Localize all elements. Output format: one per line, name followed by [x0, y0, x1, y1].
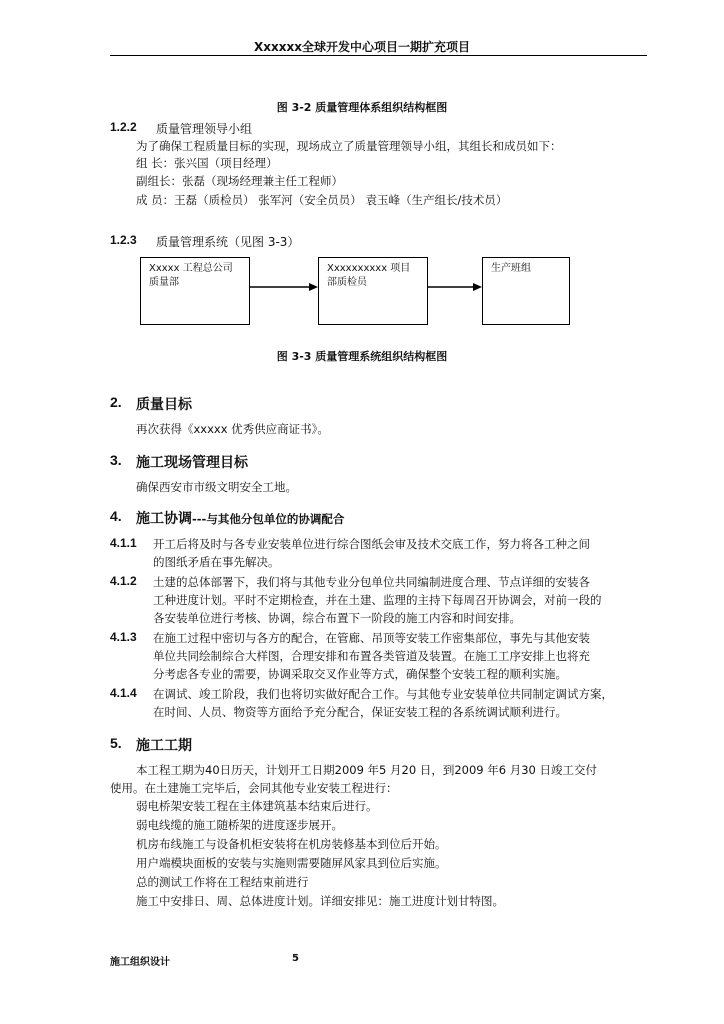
section-5-para-1: 本工程工期为40日历天，计划开工日期2009 年5 月20 日，到2009 年6 月30 日竣工交付: [136, 763, 597, 777]
section-2-text: 再次获得《xxxxx 优秀供应商证书》。: [136, 422, 329, 436]
footer-doc-title: 施工组织设计: [110, 957, 170, 968]
item-4-1-3-line-3: 分考虑各专业的需要，协调采取交叉作业等方式，确保整个安装工程的顺利实施。: [153, 667, 567, 681]
item-4-1-1-line-2: 的图纸矛盾在事先解决。: [153, 555, 280, 569]
section-1-2-2-line-3: 副组长：张磊（现场经理兼主任工程师）: [136, 174, 343, 188]
flow-arrow-1: [250, 283, 318, 291]
section-2-title: 质量目标: [136, 397, 192, 413]
section-1-2-3-number: 1.2.3: [110, 233, 137, 247]
section-5-line-4: 用户端模块面板的安装与实施则需要随屏风家具到位后实施。: [136, 856, 447, 870]
flow-box-hq-quality-dept: Xxxxx 工程总公司质量部: [140, 257, 250, 325]
item-4-1-3-number: 4.1.3: [110, 630, 137, 644]
item-4-1-2-number: 4.1.2: [110, 574, 137, 588]
section-5-line-1: 弱电桥架安装工程在主体建筑基本结束后进行。: [136, 799, 378, 813]
item-4-1-4-number: 4.1.4: [110, 686, 137, 700]
section-2-number: 2.: [110, 394, 122, 410]
section-5-number: 5.: [110, 735, 122, 751]
section-1-2-3-title: 质量管理系统（见图 3-3）: [156, 235, 300, 249]
item-4-1-2-line-3: 各安装单位进行考核、协调，综合布置下一阶段的施工内容和时间安排。: [153, 611, 521, 625]
section-5-line-6: 施工中安排日、周、总体进度计划。详细安排见：施工进度计划甘特图。: [136, 894, 504, 908]
section-5-line-2: 弱电线缆的施工随桥架的进度逐步展开。: [136, 818, 343, 832]
section-5-title: 施工工期: [136, 738, 192, 754]
section-1-2-2-title: 质量管理领导小组: [156, 122, 253, 136]
item-4-1-4-line-2: 在时间、人员、物资等方面给予充分配合，保证安装工程的各系统调试顺利进行。: [153, 705, 567, 719]
section-4-number: 4.: [110, 508, 122, 524]
flow-box-production-team: 生产班组: [482, 257, 570, 325]
section-3-number: 3.: [110, 452, 122, 468]
item-4-1-1-number: 4.1.1: [110, 536, 137, 550]
section-4-title: 施工协调: [136, 511, 192, 527]
section-1-2-2-line-4: 成 员：王磊（质检员） 张军河（安全员员） 袁玉峰（生产组长/技术员）: [136, 193, 508, 207]
item-4-1-2-line-2: 工种进度计划。平时不定期检查，并在土建、监理的主持下每周召开协调会，对前一段的: [153, 593, 602, 607]
section-5-line-3: 机房布线施工与设备机柜安装将在机房装修基本到位后开始。: [136, 837, 447, 851]
section-1-2-2-line-1: 为了确保工程质量目标的实现，现场成立了质量管理领导小组，其组长和成员如下：: [136, 139, 562, 153]
section-5-para-2: 使用。在土建施工完毕后，会同其他专业安装工程进行：: [110, 781, 398, 795]
item-4-1-3-line-1: 在施工过程中密切与各方的配合，在管廊、吊顶等安装工作密集部位，事先与其他安装: [153, 631, 590, 645]
section-4-subtitle: ---与其他分包单位的协调配合: [192, 512, 345, 526]
section-4-heading: [136, 508, 344, 528]
item-4-1-3-line-2: 单位共同绘制综合大样图，合理安排和布置各类管道及装置。在施工工序安排上也将充: [153, 649, 590, 663]
figure-3-2-caption: 图 3-2 质量管理体系组织结构框图: [276, 101, 448, 114]
flow-arrows: [0, 0, 724, 400]
section-1-2-2-number: 1.2.2: [110, 120, 137, 134]
section-3-text: 确保西安市市级文明安全工地。: [136, 480, 297, 494]
item-4-1-4-line-1: 在调试、竣工阶段，我们也将切实做好配合工作。与其他专业安装单位共同制定调试方案，: [153, 687, 613, 701]
flow-box-project-inspector: Xxxxxxxxxx 项目部质检员: [318, 257, 428, 325]
item-4-1-2-line-1: 土建的总体部署下，我们将与其他专业分包单位共同编制进度合理、节点详细的安装各: [153, 575, 590, 589]
page-header-title: Xxxxxx全球开发中心项目一期扩充项目: [254, 40, 470, 54]
section-1-2-2-line-2: 组 长：张兴国（项目经理）: [136, 156, 278, 170]
section-3-title: 施工现场管理目标: [136, 455, 248, 471]
figure-3-3-caption: 图 3-3 质量管理系统组织结构框图: [276, 350, 448, 363]
footer-page-number: 5: [292, 953, 299, 964]
item-4-1-1-line-1: 开工后将及时与各专业安装单位进行综合图纸会审及技术交底工作，努力将各工种之间: [153, 537, 590, 551]
section-5-line-5: 总的测试工作将在工程结束前进行: [136, 875, 309, 889]
flow-arrow-2: [428, 283, 482, 291]
